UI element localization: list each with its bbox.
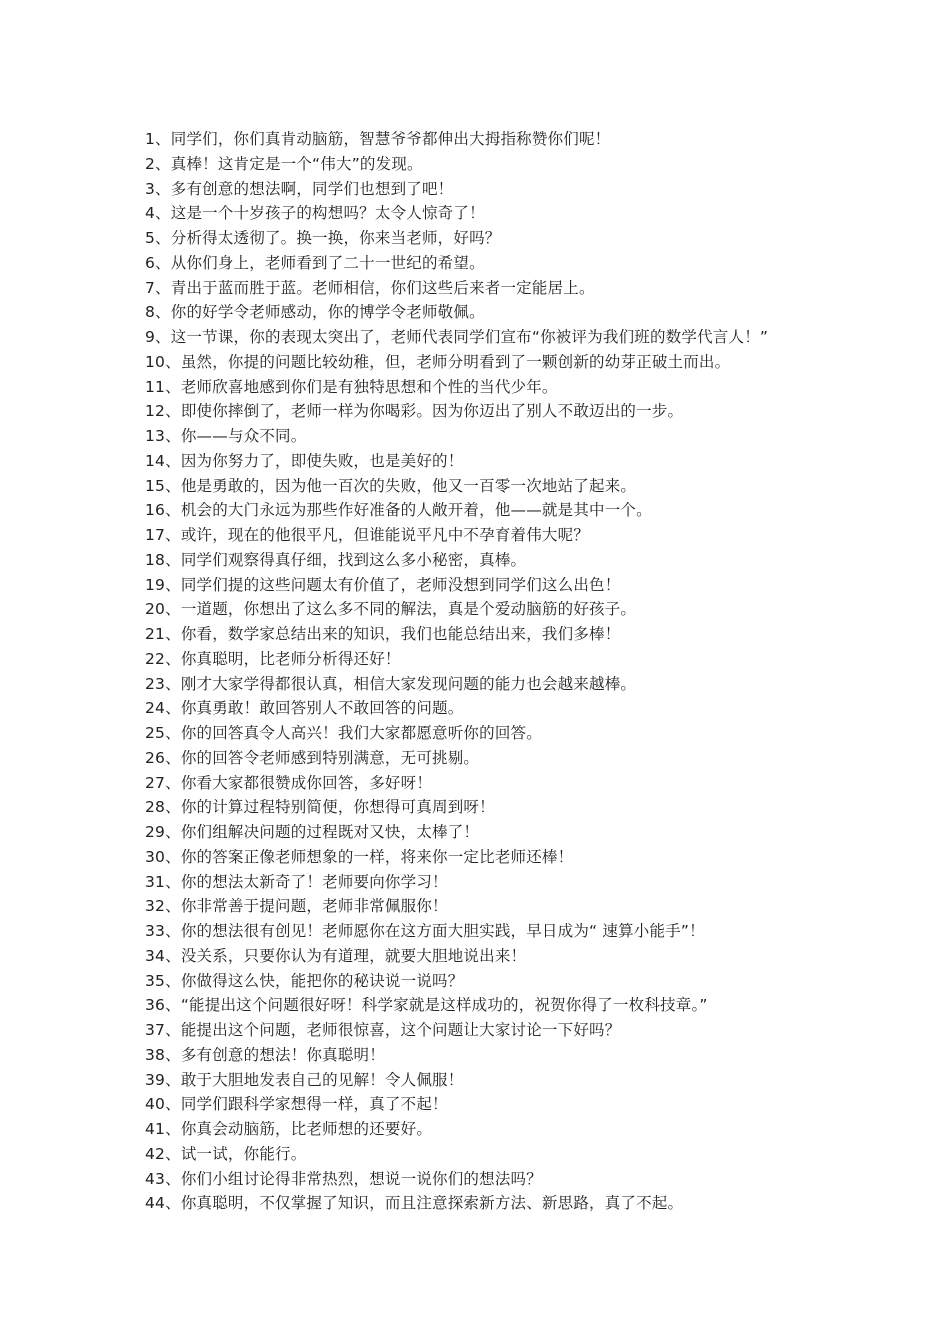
list-item: 40、同学们跟科学家想得一样，真了不起！: [145, 1095, 448, 1114]
list-item: 28、你的计算过程特别简便，你想得可真周到呀！: [145, 798, 495, 817]
list-item: 26、你的回答令老师感到特别满意，无可挑剔。: [145, 748, 480, 767]
list-item: 18、同学们观察得真仔细，找到这么多小秘密，真棒。: [145, 550, 527, 569]
list-item: 30、你的答案正像老师想象的一样，将来你一定比老师还棒！: [145, 847, 574, 866]
list-item: 7、青出于蓝而胜于蓝。老师相信，你们这些后来者一定能居上。: [145, 278, 595, 297]
list-item: 34、没关系，只要你认为有道理，就要大胆地说出来！: [145, 946, 527, 965]
list-item: 1、同学们，你们真肯动脑筋，智慧爷爷都伸出大拇指称赞你们呢！: [145, 130, 611, 148]
praise-list: [145, 127, 845, 1216]
list-item: 16、机会的大门永远为那些作好准备的人敞开着，他——就是其中一个。: [145, 501, 652, 520]
list-item: 4、这是一个十岁孩子的构想吗？太令人惊奇了！: [145, 204, 485, 223]
list-item: 19、同学们提的这些问题太有价值了，老师没想到同学们这么出色！: [145, 575, 621, 594]
list-item: 41、你真会动脑筋，比老师想的还要好。: [145, 1120, 433, 1138]
list-item: 20、一道题，你想出了这么多不同的解法，真是个爱动脑筋的好孩子。: [145, 600, 637, 619]
list-item: 10、虽然，你提的问题比较幼稚，但，老师分明看到了一颗创新的幼芽正破土而出。: [145, 352, 731, 371]
list-item: 8、你的好学令老师感动，你的博学令老师敬佩。: [145, 303, 485, 322]
list-item: 21、你看，数学家总结出来的知识，我们也能总结出来，我们多棒！: [145, 625, 621, 643]
list-item: 24、你真勇敢！敢回答别人不敢回答的问题。: [145, 699, 464, 718]
list-item: 31、你的想法太新奇了！老师要向你学习！: [145, 872, 448, 891]
list-item: 25、你的回答真令人高兴！我们大家都愿意听你的回答。: [145, 724, 542, 742]
list-item: 22、你真聪明，比老师分析得还好！: [145, 649, 401, 668]
list-item: 23、刚才大家学得都很认真，相信大家发现问题的能力也会越来越棒。: [145, 674, 637, 693]
list-item: 17、或许，现在的他很平凡，但谁能说平凡中不孕育着伟大呢？: [145, 526, 590, 544]
list-item: 42、试一试，你能行。: [145, 1144, 307, 1163]
list-item: 12、即使你摔倒了，老师一样为你喝彩。因为你迈出了别人不敢迈出的一步。: [145, 402, 684, 421]
list-item: 3、多有创意的想法啊，同学们也想到了吧！: [145, 179, 454, 198]
list-item: 2、真棒！这肯定是一个“伟大”的发现。: [145, 154, 423, 173]
list-item: 43、你们小组讨论得非常热烈，想说一说你们的想法吗？: [145, 1169, 542, 1188]
list-item: 35、你做得这么快，能把你的秘诀说一说吗？: [145, 971, 464, 990]
list-item: 11、老师欣喜地感到你们是有独特思想和个性的当代少年。: [145, 377, 558, 396]
list-item: 37、能提出这个问题，老师很惊喜，这个问题让大家讨论一下好吗？: [145, 1021, 621, 1039]
list-item: 39、敢于大胆地发表自己的见解！令人佩服！: [145, 1070, 464, 1089]
list-item: 13、你——与众不同。: [145, 427, 307, 445]
list-item: 44、你真聪明，不仅掌握了知识，而且注意探索新方法、新思路，真了不起。: [145, 1194, 684, 1213]
list-item: 33、你的想法很有创见！老师愿你在这方面大胆实践，早日成为“ 速算小能手”！: [145, 922, 705, 940]
list-item: 36、“能提出这个问题很好呀！科学家就是这样成功的，祝贺你得了一枚科技章。”: [145, 996, 708, 1015]
list-item: 15、他是勇敢的，因为他一百次的失败，他又一百零一次地站了起来。: [145, 476, 637, 495]
list-item: 9、这一节课，你的表现太突出了，老师代表同学们宣布“你被评为我们班的数学代言人！”: [145, 328, 769, 346]
list-item: 38、多有创意的想法！你真聪明！: [145, 1045, 385, 1064]
list-item: 27、你看大家都很赞成你回答，多好呀！: [145, 773, 433, 792]
list-item: 14、因为你努力了，即使失败，也是美好的！: [145, 451, 464, 470]
list-item: 6、从你们身上，老师看到了二十一世纪的希望。: [145, 253, 485, 272]
list-item: 32、你非常善于提问题，老师非常佩服你！: [145, 897, 448, 916]
list-item: 5、分析得太透彻了。换一换，你来当老师，好吗？: [145, 229, 501, 247]
list-item: 29、你们组解决问题的过程既对又快，太棒了！: [145, 823, 480, 841]
